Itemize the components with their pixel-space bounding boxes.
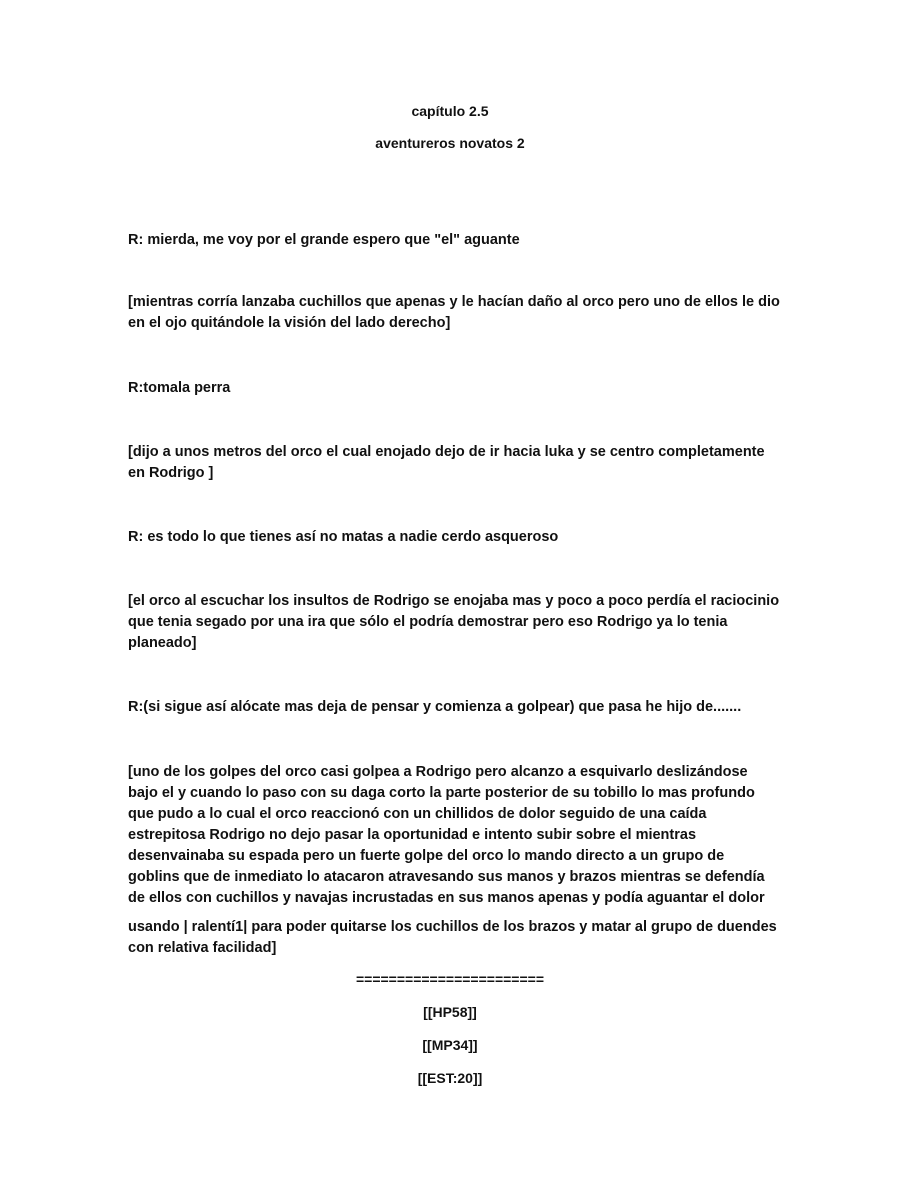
divider: ======================= bbox=[355, 971, 545, 987]
paragraph: R: mierda, me voy por el grande espero que "el" aguante bbox=[128, 232, 520, 248]
stat-mp: [[MP34]] bbox=[422, 1037, 478, 1053]
paragraph: R:tomala perra bbox=[128, 380, 231, 396]
paragraph: [uno de los golpes del orco casi golpea a Rodrigo pero alcanzo a esquivarlo deslizándose bajo el y cuando lo paso con su daga corto la parte posterior de su tobillo lo mas profundo que pudo a lo cual el orco reaccionó con un chillidos de dolor seguido de una caída estrepitosa Rodrigo no dejo pasar la oportunidad e intento subir sobre el mientras desenvainaba su espada pero un fuerte golpe del orco lo mando directo a un grupo de goblins que de inmediato lo atacaron atravesando sus manos y brazos mientras se defendía de ellos con cuchillos y navajas incrustadas en sus manos apenas y podía aguantar el dolor bbox=[128, 764, 765, 906]
chapter-title: capítulo 2.5 bbox=[411, 103, 489, 119]
paragraph: [dijo a unos metros del orco el cual enojado dejo de ir hacia luka y se centro completamente en Rodrigo ] bbox=[128, 444, 765, 481]
stat-est: [[EST:20]] bbox=[417, 1070, 483, 1086]
paragraph: R: es todo lo que tienes así no matas a nadie cerdo asqueroso bbox=[128, 529, 559, 545]
stat-hp: [[HP58]] bbox=[423, 1004, 477, 1020]
chapter-subtitle: aventureros novatos 2 bbox=[375, 135, 525, 151]
paragraph: [el orco al escuchar los insultos de Rodrigo se enojaba mas y poco a poco perdía el raciocinio que tenia segado por una ira que sólo el podría demostrar pero eso Rodrigo ya lo tenia planeado] bbox=[128, 593, 780, 651]
paragraph: [mientras corría lanzaba cuchillos que apenas y le hacían daño al orco pero uno de ellos le dio en el ojo quitándole la visión del lado derecho] bbox=[128, 294, 780, 331]
paragraph: R:(si sigue así alócate mas deja de pensar y comienza a golpear) que pasa he hijo de....... bbox=[128, 699, 742, 715]
paragraph: usando | ralentí1| para poder quitarse los cuchillos de los brazos y matar al grupo de duendes con relativa facilidad] bbox=[128, 919, 777, 956]
